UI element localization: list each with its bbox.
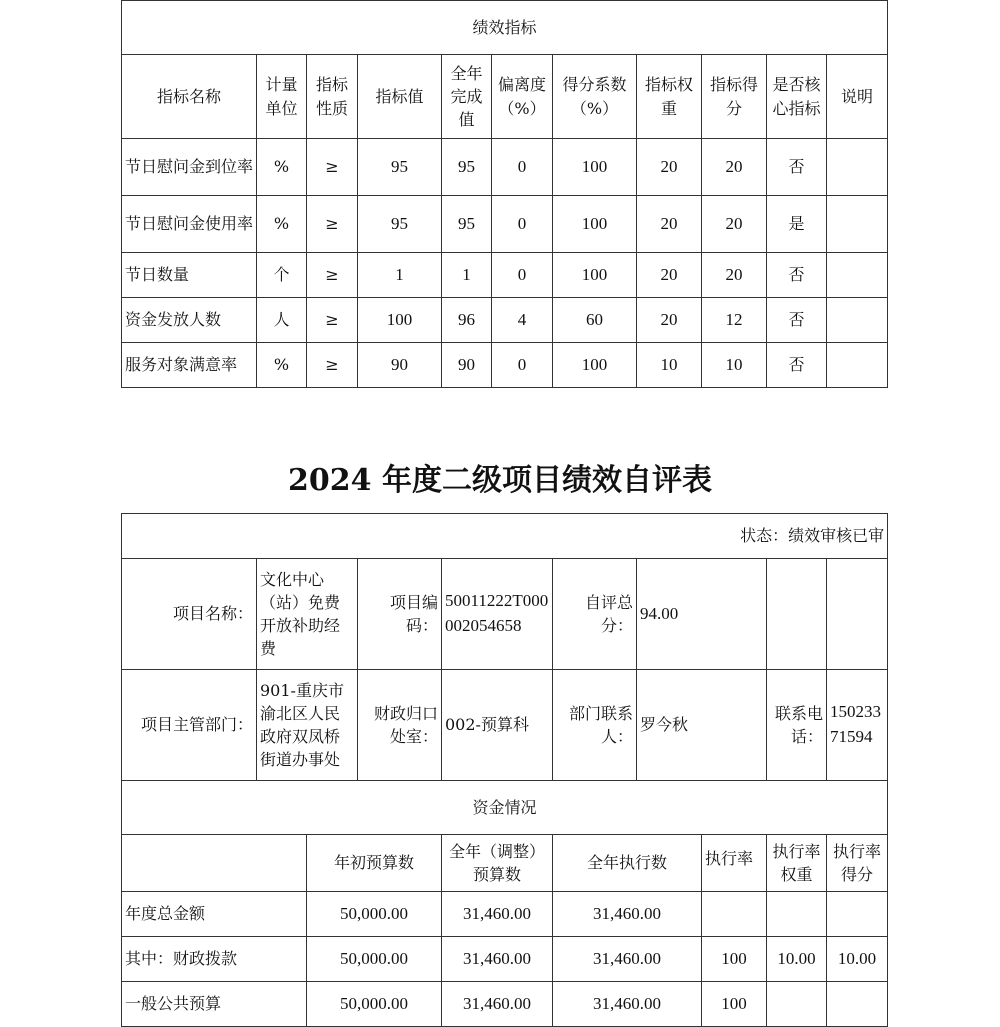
deviation-cell: 0 [492, 343, 553, 388]
nature-cell: ≥ [307, 253, 358, 298]
value-cell: 90 [358, 343, 442, 388]
value-cell: 100 [358, 298, 442, 343]
actual-cell: 95 [442, 139, 492, 196]
score-value: 94.00 [637, 559, 767, 670]
deviation-cell: 0 [492, 139, 553, 196]
deviation-cell: 4 [492, 298, 553, 343]
nature-cell: ≥ [307, 343, 358, 388]
fund-name: 年度总金额 [122, 892, 307, 937]
weight-cell: 20 [637, 298, 702, 343]
indicator-header-row [122, 55, 888, 139]
initial-budget: 50,000.00 [307, 892, 442, 937]
score-cell: 12 [702, 298, 767, 343]
header-cell: 年初预算数 [307, 835, 442, 892]
table-row [122, 937, 888, 982]
score-label: 自评总分： [553, 559, 637, 670]
coefficient-cell: 100 [553, 253, 637, 298]
actual-cell: 1 [442, 253, 492, 298]
value-cell: 1 [358, 253, 442, 298]
nature-cell: ≥ [307, 298, 358, 343]
weight-cell: 20 [637, 253, 702, 298]
project-code-value: 50011222T000002054658 [442, 559, 553, 670]
header-cell: 指标值 [358, 55, 442, 139]
actual-cell: 90 [442, 343, 492, 388]
core-cell: 是 [767, 196, 827, 253]
adjusted-budget: 31,460.00 [442, 892, 553, 937]
nature-cell: ≥ [307, 196, 358, 253]
actual-cell: 96 [442, 298, 492, 343]
project-name-value: 文化中心（站）免费开放补助经费 [257, 559, 358, 670]
adjusted-budget: 31,460.00 [442, 937, 553, 982]
indicator-name: 节日慰问金使用率 [122, 196, 257, 253]
value-cell: 95 [358, 139, 442, 196]
score-cell: 20 [702, 253, 767, 298]
project-table [121, 513, 888, 1027]
adjusted-budget: 31,460.00 [442, 982, 553, 1027]
unit-cell: 个 [257, 253, 307, 298]
weight-cell: 10 [637, 343, 702, 388]
executed-amount: 31,460.00 [553, 937, 702, 982]
weight-cell: 20 [637, 139, 702, 196]
core-cell: 否 [767, 139, 827, 196]
header-cell: 执行率得分 [827, 835, 888, 892]
deviation-cell: 0 [492, 196, 553, 253]
note-cell [827, 298, 888, 343]
page-title: 2024 年度二级项目绩效自评表 [288, 463, 712, 498]
status-text: 状态：绩效审核已审 [122, 514, 888, 559]
empty-cell [827, 559, 888, 670]
unit-cell: 人 [257, 298, 307, 343]
header-cell: 指标权重 [637, 55, 702, 139]
header-cell: 全年（调整）预算数 [442, 835, 553, 892]
header-cell: 全年执行数 [553, 835, 702, 892]
coefficient-cell: 60 [553, 298, 637, 343]
table-row [122, 139, 888, 196]
core-cell: 否 [767, 343, 827, 388]
executed-amount: 31,460.00 [553, 892, 702, 937]
contact-label: 部门联系人： [553, 670, 637, 781]
coefficient-cell: 100 [553, 139, 637, 196]
core-cell: 否 [767, 298, 827, 343]
table-row [122, 196, 888, 253]
dept-label: 项目主管部门： [122, 670, 257, 781]
project-code-label: 项目编码： [358, 559, 442, 670]
project-name-label: 项目名称： [122, 559, 257, 670]
execution-rate: 100 [702, 982, 767, 1027]
header-cell: 指标得分 [702, 55, 767, 139]
finance-value: 002-预算科 [442, 670, 553, 781]
rate-weight [767, 982, 827, 1027]
note-cell [827, 343, 888, 388]
note-cell [827, 139, 888, 196]
header-cell: 指标性质 [307, 55, 358, 139]
phone-label: 联系电话： [767, 670, 827, 781]
header-cell: 执行率 [702, 835, 767, 892]
execution-rate: 100 [702, 937, 767, 982]
header-cell: 全年完成值 [442, 55, 492, 139]
core-cell: 否 [767, 253, 827, 298]
score-cell: 10 [702, 343, 767, 388]
header-cell [122, 835, 307, 892]
coefficient-cell: 100 [553, 196, 637, 253]
score-cell: 20 [702, 139, 767, 196]
contact-value: 罗今秋 [637, 670, 767, 781]
deviation-cell: 0 [492, 253, 553, 298]
indicator-name: 节日慰问金到位率 [122, 139, 257, 196]
dept-value: 901-重庆市渝北区人民政府双凤桥街道办事处 [257, 670, 358, 781]
table-row [122, 253, 888, 298]
table-row [122, 298, 888, 343]
note-cell [827, 196, 888, 253]
rate-score [827, 892, 888, 937]
initial-budget: 50,000.00 [307, 982, 442, 1027]
fund-name: 一般公共预算 [122, 982, 307, 1027]
unit-cell: % [257, 343, 307, 388]
fund-header-row [122, 835, 888, 892]
rate-weight [767, 892, 827, 937]
project-info-row [122, 559, 888, 670]
nature-cell: ≥ [307, 139, 358, 196]
header-cell: 说明 [827, 55, 888, 139]
project-dept-row [122, 670, 888, 781]
rate-weight: 10.00 [767, 937, 827, 982]
header-cell: 得分系数（%） [553, 55, 637, 139]
executed-amount: 31,460.00 [553, 982, 702, 1027]
header-cell: 是否核心指标 [767, 55, 827, 139]
value-cell: 95 [358, 196, 442, 253]
actual-cell: 95 [442, 196, 492, 253]
header-cell: 指标名称 [122, 55, 257, 139]
indicator-table [121, 0, 888, 388]
unit-cell: % [257, 196, 307, 253]
table-row [122, 343, 888, 388]
coefficient-cell: 100 [553, 343, 637, 388]
initial-budget: 50,000.00 [307, 937, 442, 982]
header-cell: 偏离度（%） [492, 55, 553, 139]
fund-name: 其中：财政拨款 [122, 937, 307, 982]
empty-cell [767, 559, 827, 670]
finance-label: 财政归口处室： [358, 670, 442, 781]
table-row [122, 892, 888, 937]
indicator-section-title: 绩效指标 [122, 1, 888, 55]
table-row [122, 982, 888, 1027]
score-cell: 20 [702, 196, 767, 253]
weight-cell: 20 [637, 196, 702, 253]
indicator-name: 服务对象满意率 [122, 343, 257, 388]
funds-section-title: 资金情况 [122, 781, 888, 835]
execution-rate [702, 892, 767, 937]
indicator-name: 节日数量 [122, 253, 257, 298]
unit-cell: % [257, 139, 307, 196]
phone-value: 15023371594 [827, 670, 888, 781]
header-cell: 计量单位 [257, 55, 307, 139]
header-cell: 执行率权重 [767, 835, 827, 892]
rate-score [827, 982, 888, 1027]
rate-score: 10.00 [827, 937, 888, 982]
indicator-name: 资金发放人数 [122, 298, 257, 343]
note-cell [827, 253, 888, 298]
